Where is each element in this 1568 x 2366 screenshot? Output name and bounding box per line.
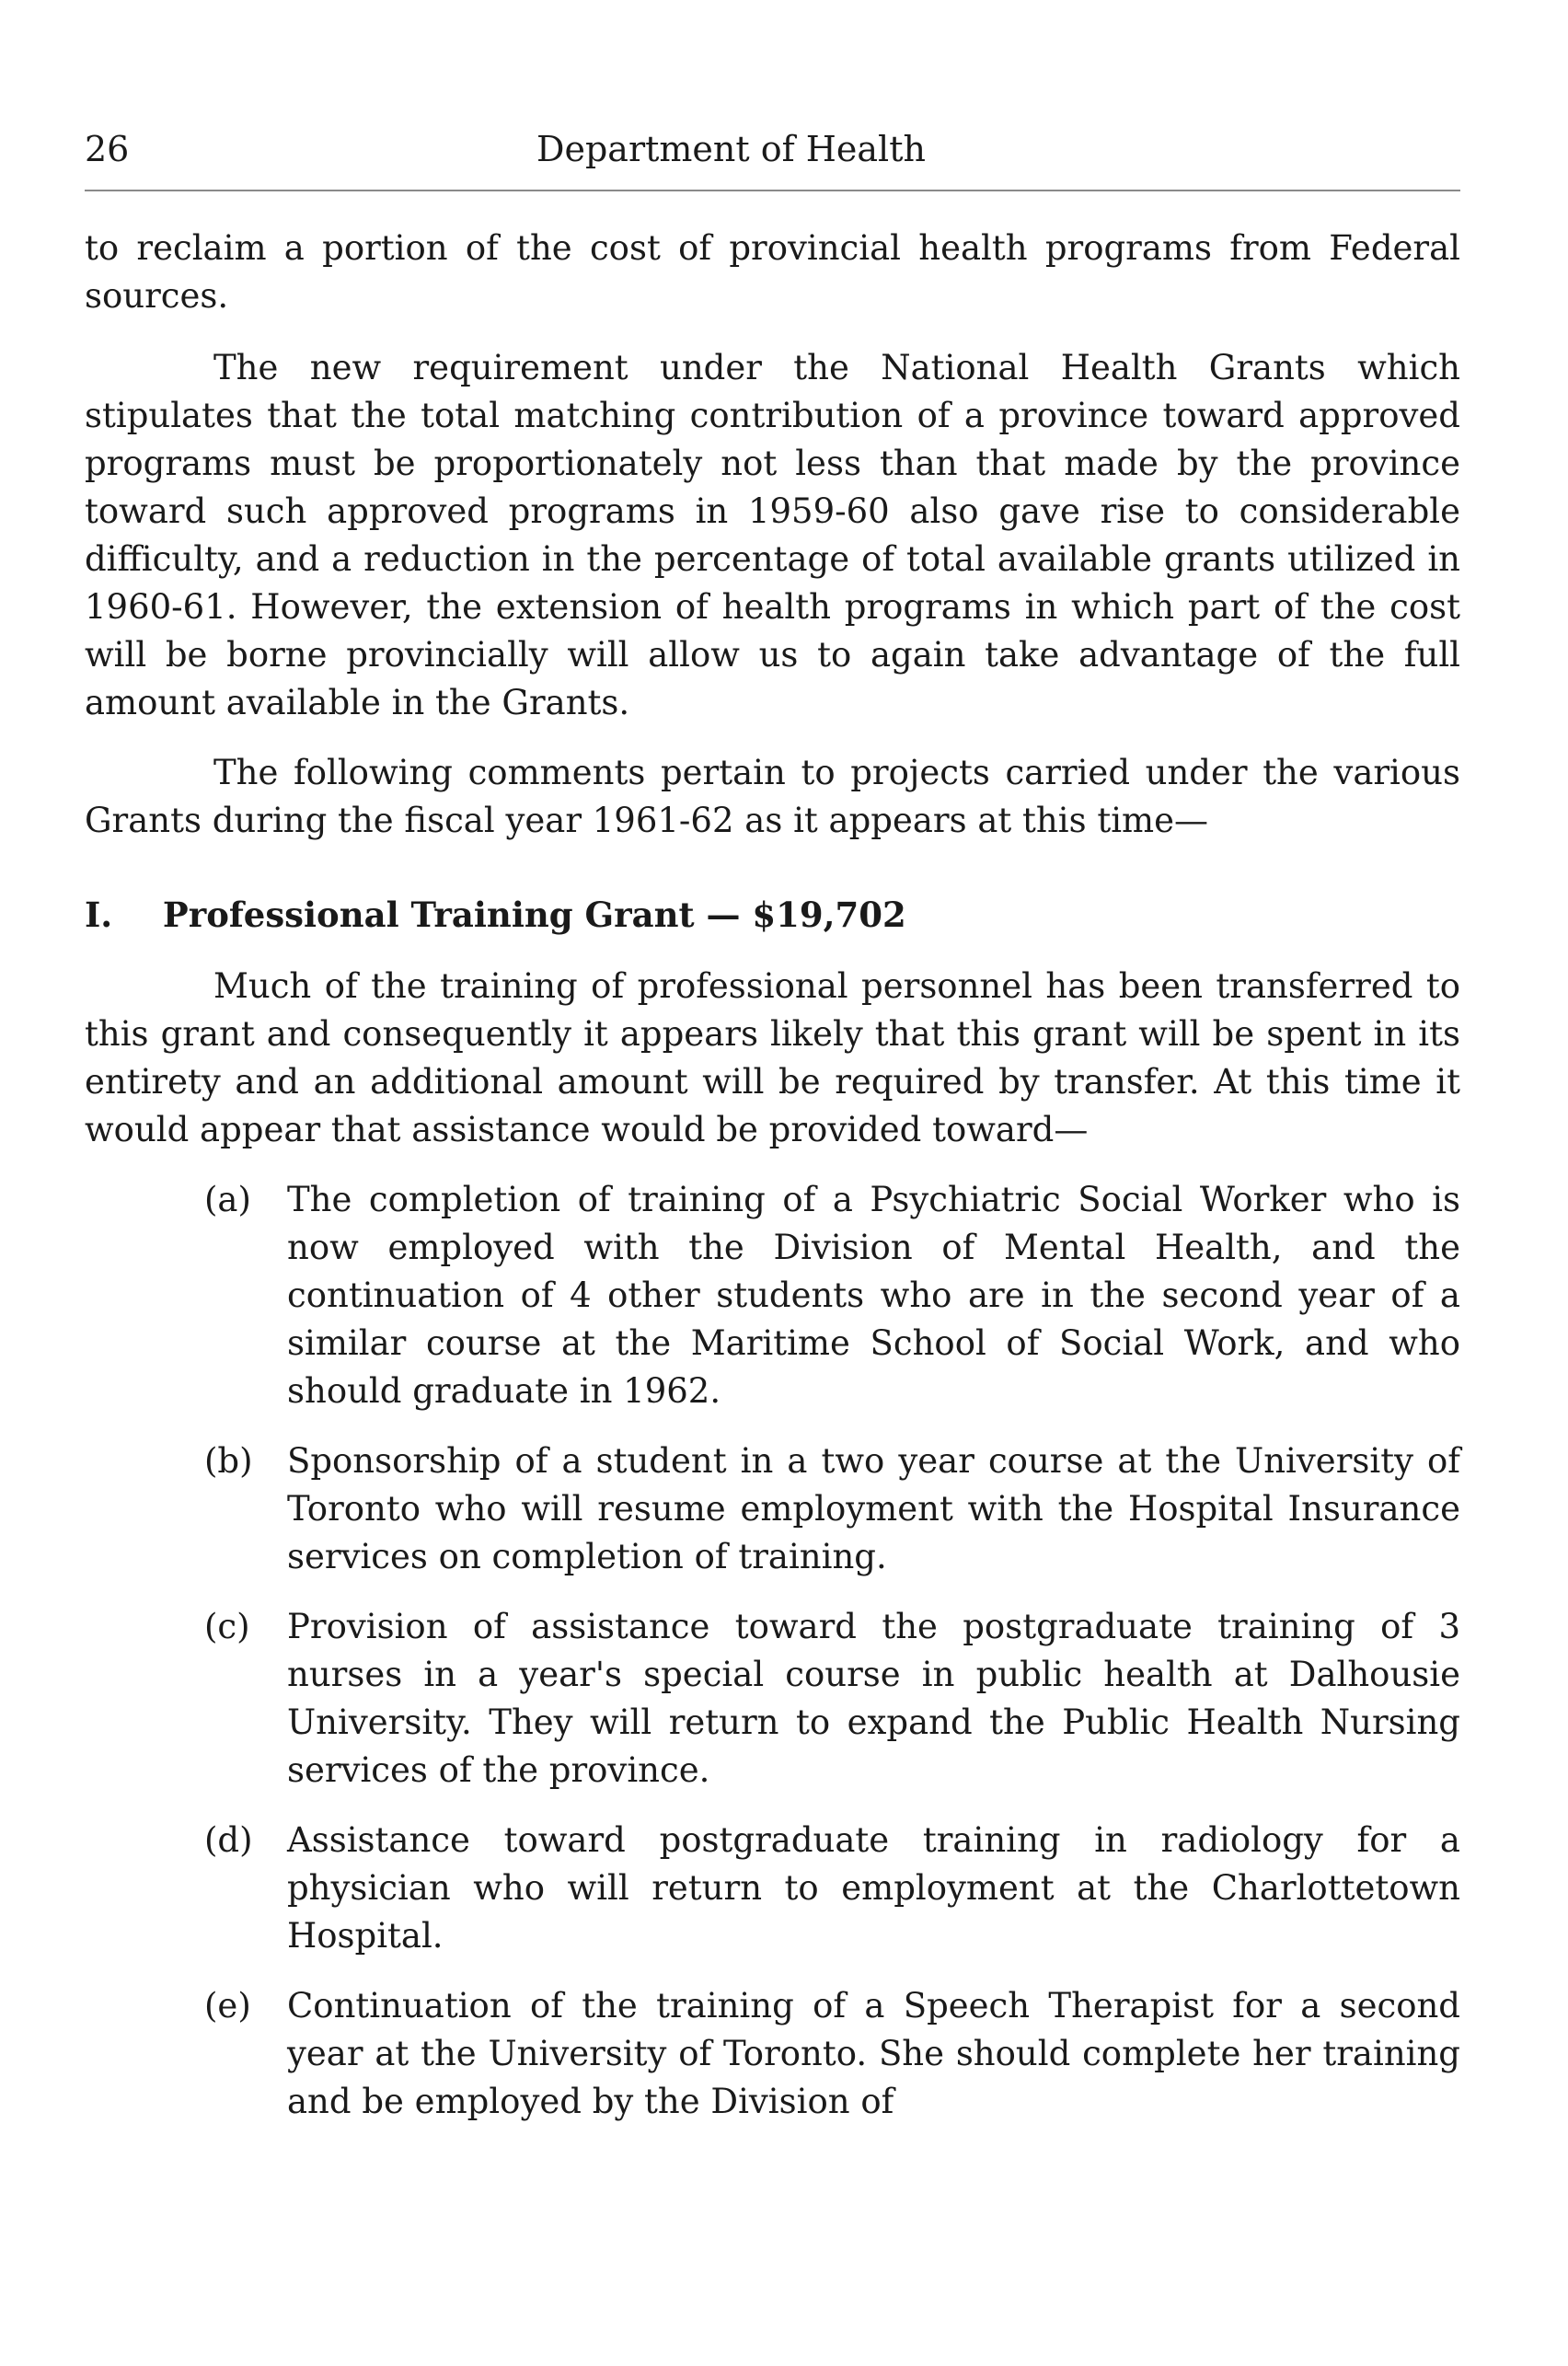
list-item-text: Provision of assistance toward the postgraduate training of 3 nurses in a year's special course in public health at Dalhousie University. They will return to expand the Public Health Nursing services of the province. [287,1607,1460,1790]
list-item-marker: (c) [204,1607,250,1646]
list-item [85,1437,1460,1581]
paragraph-continuation: to reclaim a portion of the cost of provincial health programs from Federal sources. [85,228,1460,316]
running-head: Department of Health [536,129,926,169]
list-item [85,1982,1460,2126]
section-dash: — [706,894,741,935]
list-item-marker: (a) [204,1180,251,1219]
section-title: Professional Training Grant [162,894,695,935]
paragraph-national-health-grants: The new requirement under the National Health Grants which stipulates that the total matching contribution of a province toward approved programs must be proportionately not less than that made by the province toward such approved programs in 1959-60 also gave rise to considerable difficulty, and a reduction in the percentage of total available grants utilized in 1960-61. However, the extension of health programs in which part of the cost will be borne provincially will allow us to again take advantage of the full amount available in the Grants. [85,348,1460,722]
training-items-list [85,1176,1460,2126]
list-item-text: Continuation of the training of a Speech Therapist for a second year at the University of Toronto. She should complete her training and be employed by the Division of [287,1986,1460,2121]
list-item-marker: (e) [204,1986,251,2026]
page-header [85,129,1460,191]
list-item [85,1817,1460,1960]
list-item-marker: (b) [204,1441,253,1481]
list-item [85,1603,1460,1795]
page-number: 26 [85,129,130,169]
list-item-text: Assistance toward postgraduate training in radiology for a physician who will return to employment at the Charlottetown Hospital. [287,1820,1460,1956]
list-item [85,1176,1460,1415]
document-page [85,129,1460,2126]
list-item-marker: (d) [204,1820,253,1860]
section-heading [85,891,1460,939]
section-numeral: I. [85,894,113,935]
paragraph-following-comments: The following comments pertain to projects carried under the various Grants during the fiscal year 1961-62 as it appears at this time— [85,753,1460,840]
list-item-text: Sponsorship of a student in a two year course at the University of Toronto who will resume employment with the Hospital Insurance services on completion of training. [287,1441,1460,1576]
section-intro-paragraph: Much of the training of professional personnel has been transferred to this grant and consequently it appears likely that this grant will be spent in its entirety and an additional amount will be required by transfer. At this time it would appear that assistance would be provided toward— [85,966,1460,1149]
list-item-text: The completion of training of a Psychiatric Social Worker who is now employed with the Division of Mental Health, and the continuation of 4 other students who are in the second year of a similar course at the Maritime School of Social Work, and who should graduate in 1962. [287,1180,1460,1411]
section-amount: $19,702 [752,894,906,935]
